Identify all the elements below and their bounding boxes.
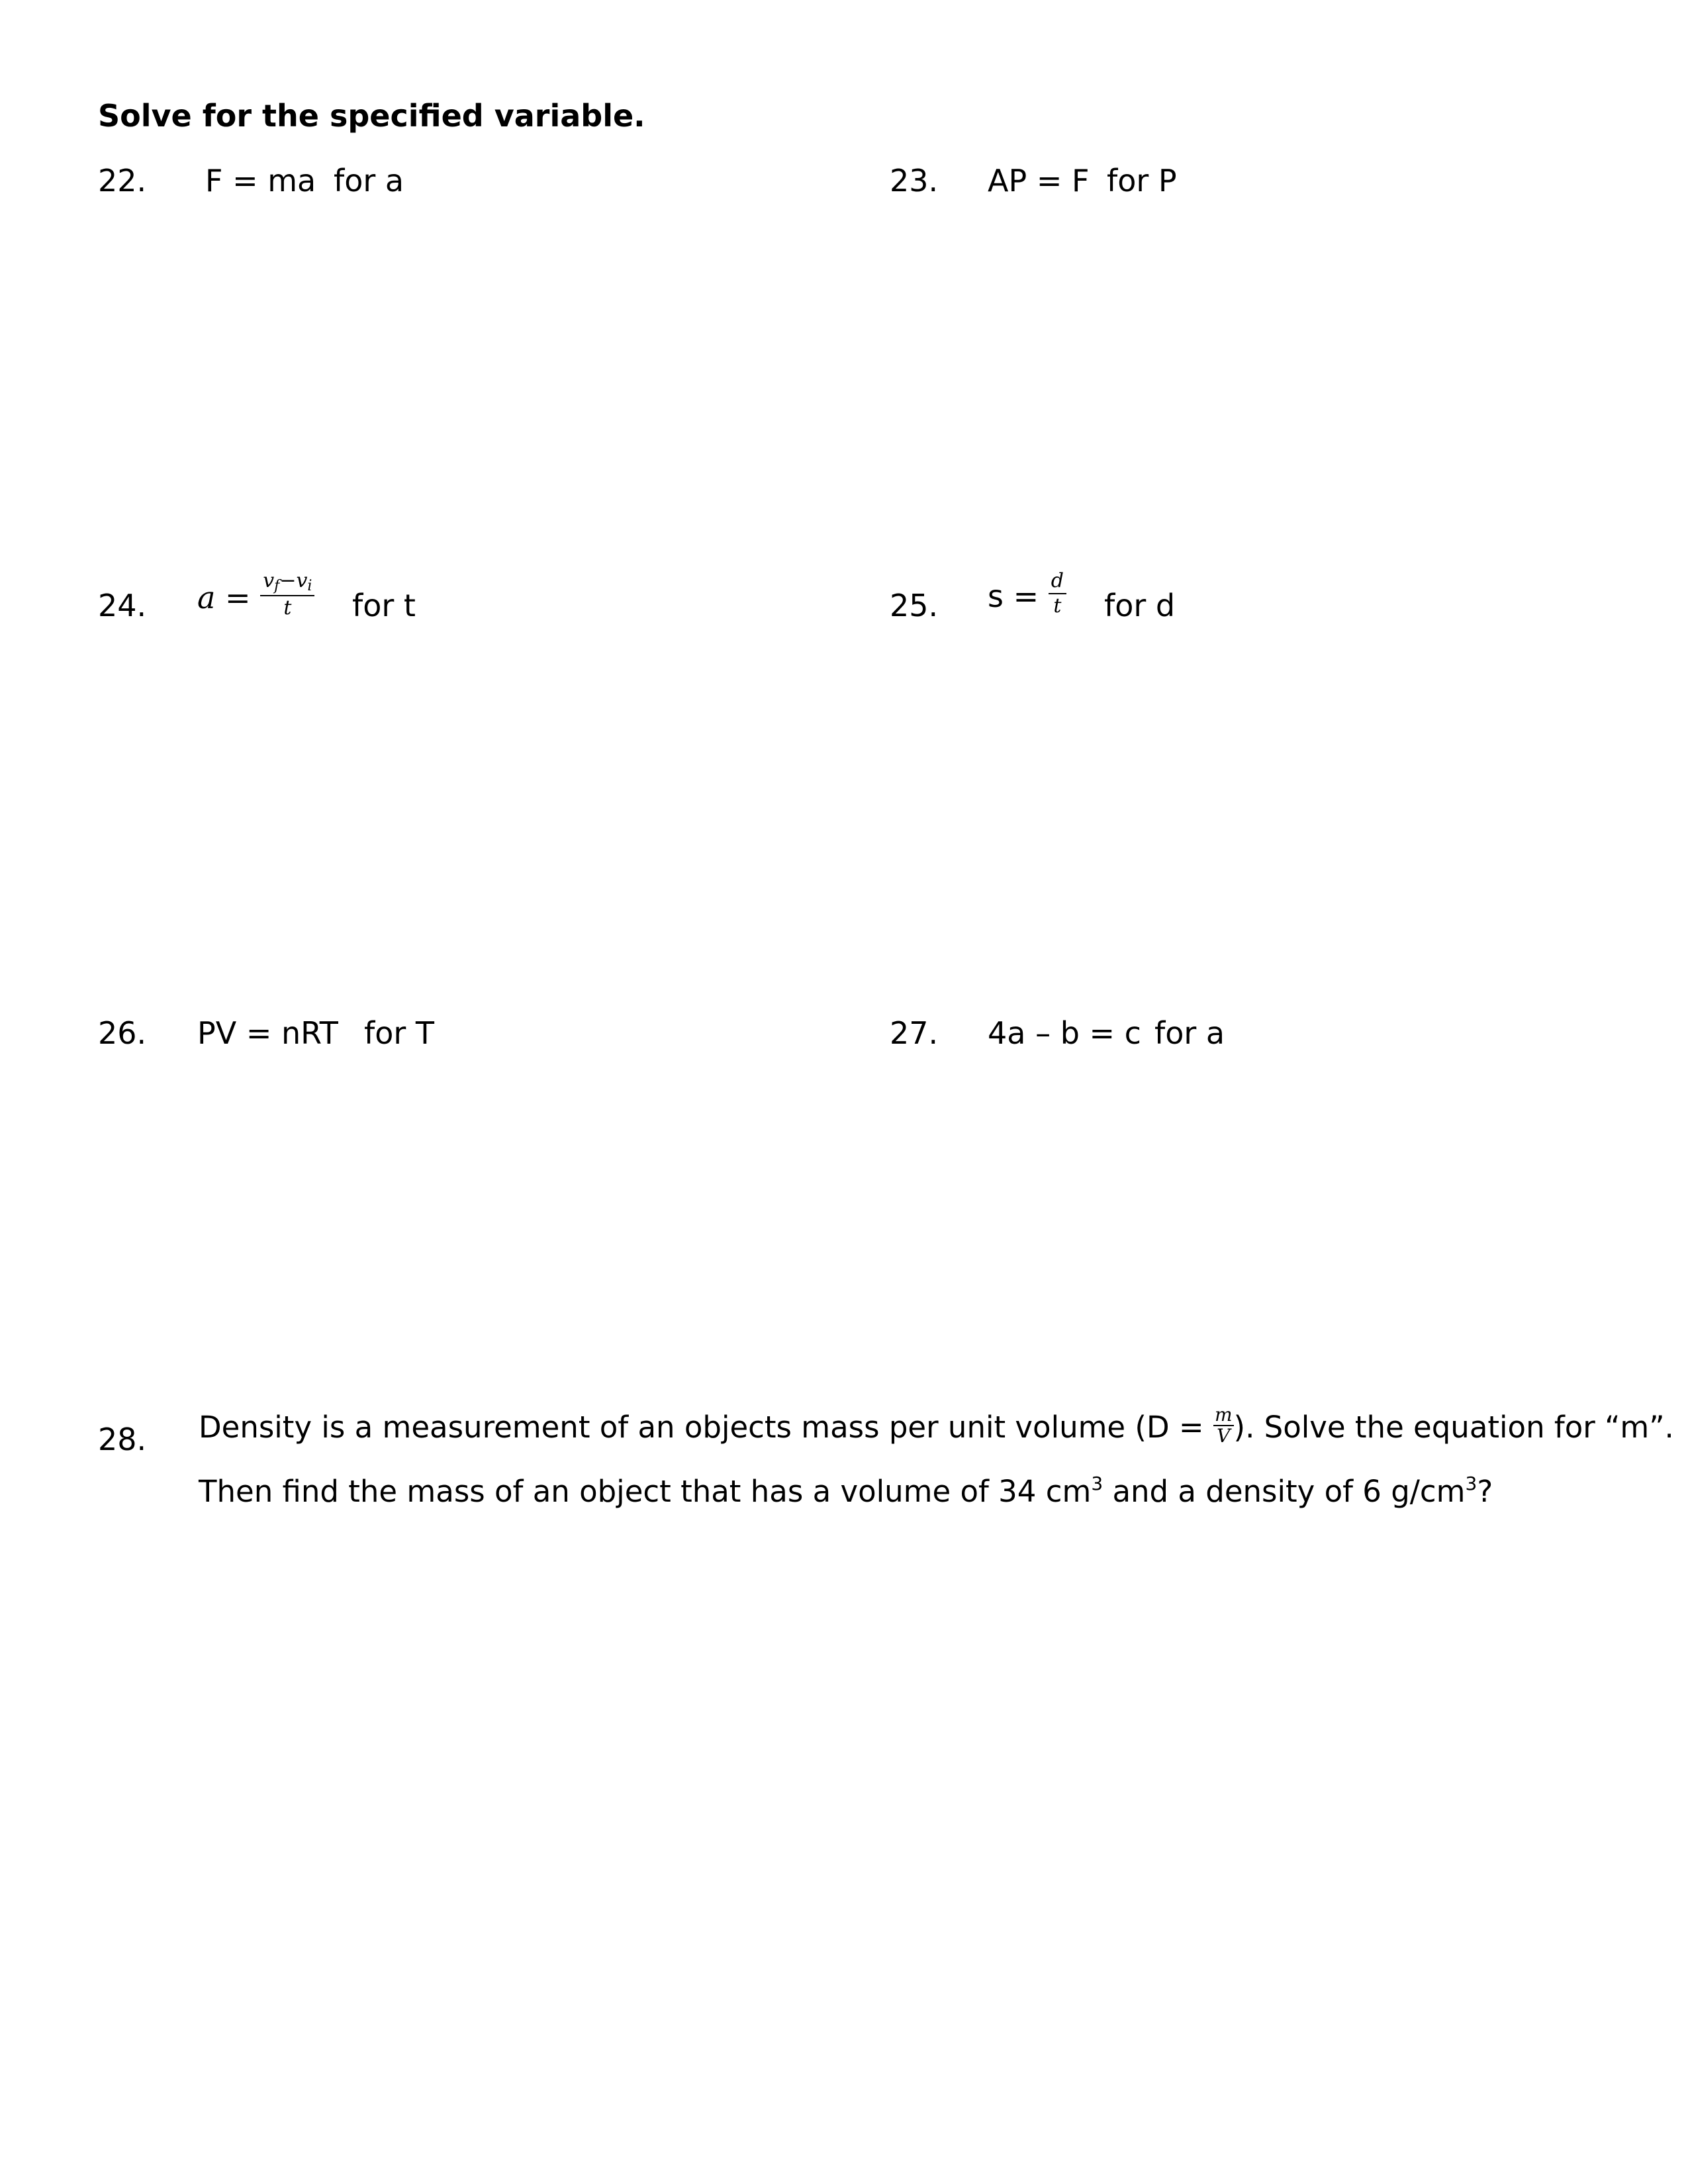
line-text-mid: and a density of 6 g/cm	[1103, 1474, 1466, 1509]
fraction-denominator: t	[283, 596, 292, 620]
superscript: 3	[1091, 1473, 1103, 1494]
subscript-i: i	[307, 578, 312, 594]
subscript-f: f	[274, 578, 280, 594]
equation: AP = F	[988, 163, 1090, 199]
fraction-numerator	[260, 570, 314, 596]
numerator-v: v	[263, 569, 275, 592]
equation-lhs: a =	[197, 579, 251, 615]
fraction	[1049, 570, 1066, 616]
solve-target: for a	[334, 163, 404, 199]
fraction-numerator: m	[1214, 1404, 1233, 1426]
problem-number: 22.	[98, 163, 147, 199]
line-text: Then find the mass of an object that has a volume of 34 cm	[199, 1474, 1092, 1509]
fraction-denominator: t	[1053, 594, 1062, 617]
solve-target: for t	[352, 588, 416, 623]
problem-28-line-1	[199, 1404, 1674, 1449]
fraction-denominator: V	[1217, 1425, 1231, 1447]
fraction-m-over-v	[1213, 1406, 1234, 1445]
problem-number: 27.	[890, 1015, 939, 1051]
equation: F = ma	[205, 163, 316, 199]
fraction	[260, 570, 314, 619]
problem-28-line-2	[199, 1474, 1493, 1509]
line-text-end: ?	[1477, 1474, 1493, 1509]
problem-number: 24.	[98, 588, 147, 623]
equation-lhs: s =	[988, 578, 1039, 614]
fraction-numerator: d	[1049, 570, 1066, 594]
equation: 4a – b = c	[988, 1015, 1141, 1051]
problem-number: 28.	[98, 1422, 147, 1457]
instructions-heading: Solve for the specified variable.	[98, 98, 645, 134]
superscript: 3	[1465, 1473, 1477, 1494]
equation	[988, 569, 1066, 621]
problem-number: 25.	[890, 588, 939, 623]
line-text-end: ). Solve the equation for “m”.	[1233, 1410, 1674, 1445]
problem-number: 26.	[98, 1015, 147, 1051]
equation	[197, 569, 314, 624]
solve-target: for a	[1154, 1015, 1225, 1051]
equation: PV = nRT	[197, 1015, 338, 1051]
solve-target: for T	[364, 1015, 434, 1051]
solve-target: for P	[1107, 163, 1177, 199]
line-text: Density is a measurement of an objects mass per unit volume (D =	[199, 1410, 1213, 1445]
numerator-minus-v: −v	[279, 569, 308, 592]
problem-number: 23.	[890, 163, 939, 199]
solve-target: for d	[1104, 588, 1176, 623]
